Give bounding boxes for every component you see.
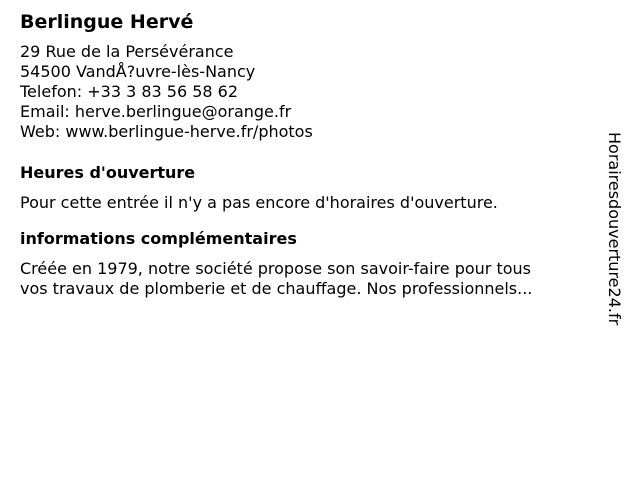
web-line: Web: www.berlingue-herve.fr/photos [20, 122, 313, 141]
business-name: Berlingue Hervé [20, 11, 194, 33]
street-address: 29 Rue de la Persévérance [20, 42, 234, 61]
opening-hours-heading: Heures d'ouverture [20, 163, 196, 182]
site-brand-vertical: Horairesdouverture24.fr [605, 132, 624, 326]
email-line: Email: herve.berlingue@orange.fr [20, 102, 292, 121]
contact-block [20, 42, 590, 142]
city-address: 54500 VandÅ?uvre-lès-Nancy [20, 62, 256, 81]
additional-info-line-1: Créée en 1979, notre société propose son savoir-faire pour tous [20, 259, 531, 278]
additional-info-text [20, 259, 590, 299]
additional-info-line-2: vos travaux de plomberie et de chauffage. Nos professionnels... [20, 279, 533, 298]
business-details [20, 10, 590, 299]
additional-info-heading: informations complémentaires [20, 229, 297, 248]
opening-hours-text: Pour cette entrée il n'y a pas encore d'horaires d'ouverture. [20, 193, 498, 212]
phone-line: Telefon: +33 3 83 56 58 62 [20, 82, 239, 101]
